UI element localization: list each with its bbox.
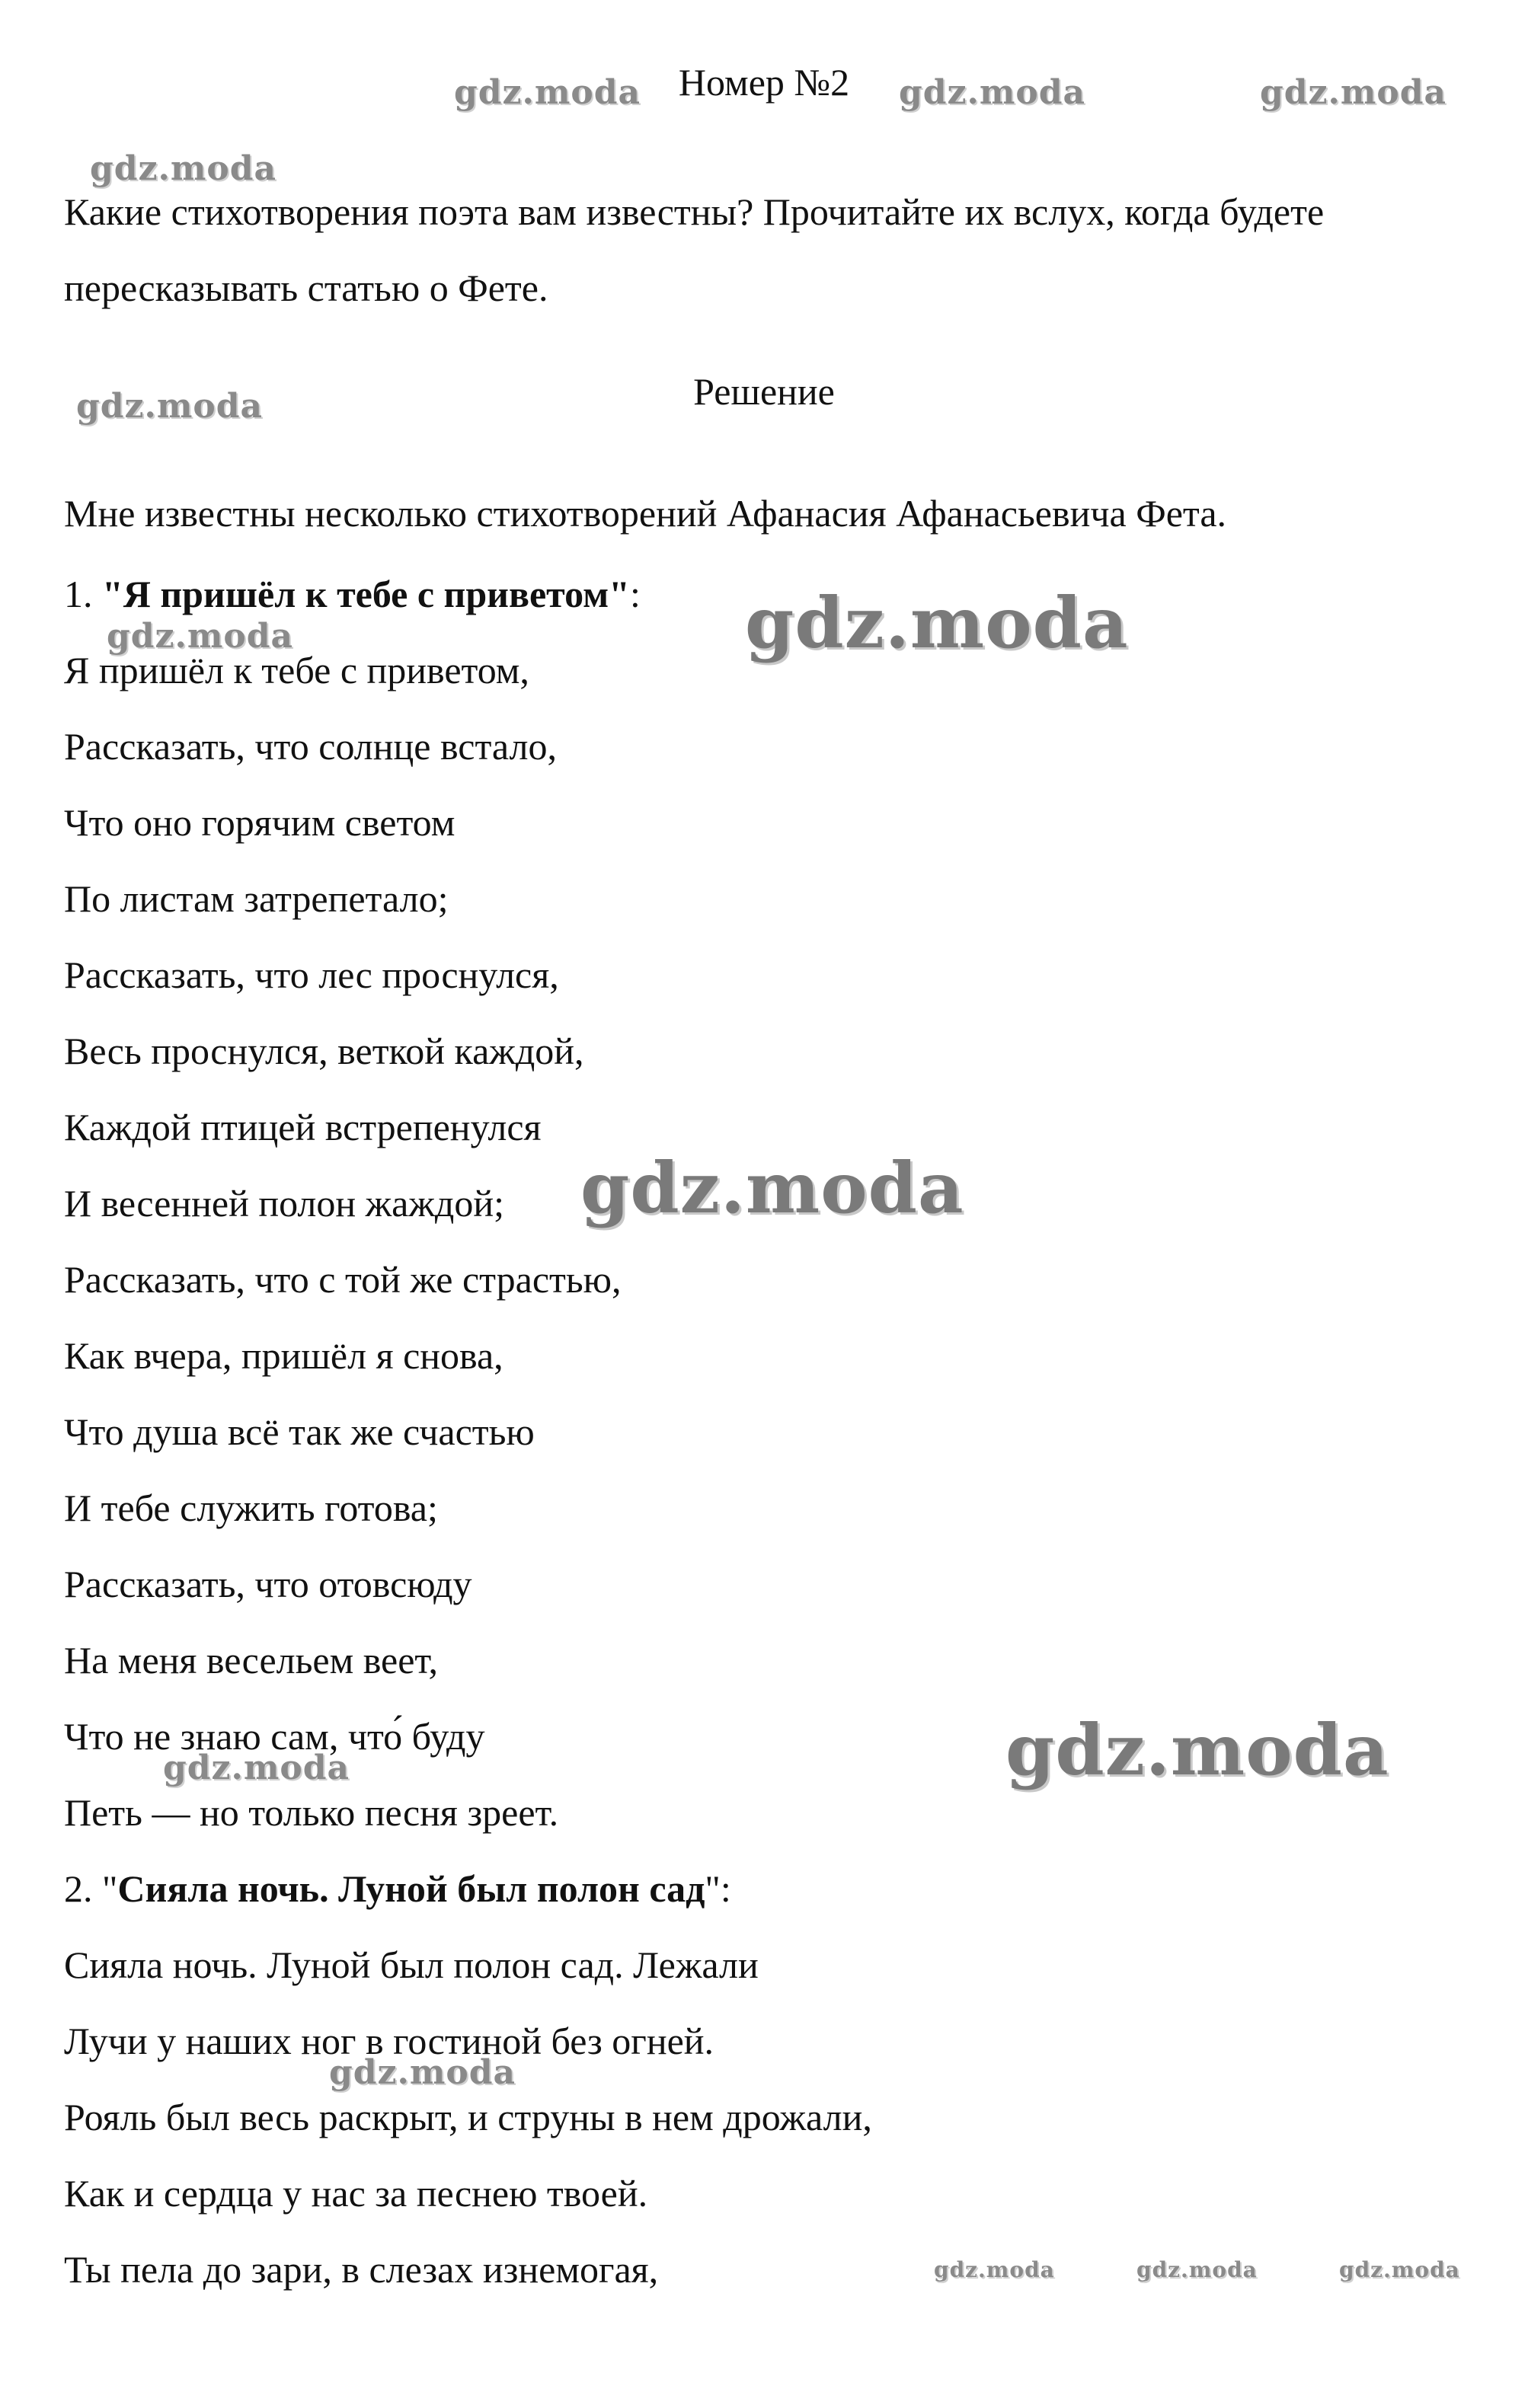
poem-line: Что не знаю сам, что́ буду — [64, 1715, 485, 1758]
poem-line: На меня весельем веет, — [64, 1639, 439, 1681]
poem-2-heading — [64, 1866, 1496, 1942]
watermark: gdz.moda — [163, 1749, 350, 1787]
poem-1-number: 1. — [64, 573, 102, 615]
poem-line: Рассказать, что отовсюду — [64, 1563, 472, 1605]
poem-line: Сияла ночь. Луной был полон сад. Лежали — [64, 1943, 759, 1986]
poem-line: Я пришёл к тебе с приветом, — [64, 649, 529, 691]
watermark: gdz.moda — [107, 617, 294, 656]
poem-line: Что оно горячим светом — [64, 801, 456, 844]
poem-line: Лучи у наших ног в гостиной без огней. — [64, 2020, 714, 2062]
poem-1-quote-open: " — [102, 573, 123, 615]
poem-2-title: Сияла ночь. Луной был полон сад — [117, 1867, 705, 1910]
poem-line: Рояль был весь раскрыт, и струны в нем дрожали, — [64, 2096, 872, 2138]
poem-line: Рассказать, что с той же страстью, — [64, 1258, 622, 1301]
poem-line: Что душа всё так же счастью — [64, 1410, 535, 1453]
poem-line: По листам затрепетало; — [64, 877, 449, 920]
poem-line: Ты пела до зари, в слезах изнемогая, — [64, 2248, 659, 2291]
poem-line: Как вчера, пришёл я снова, — [64, 1334, 503, 1377]
poems-block — [64, 571, 1496, 2323]
watermark: gdz.moda — [745, 582, 1129, 664]
watermark: gdz.moda — [1136, 2257, 1258, 2282]
watermark: gdz.moda — [454, 73, 641, 112]
poem-line: И тебе служить готова; — [64, 1487, 438, 1529]
watermark: gdz.moda — [1260, 73, 1447, 112]
watermark: gdz.moda — [1005, 1709, 1389, 1791]
poem-2-quote-open: " — [102, 1867, 118, 1910]
question-text: Какие стихотворения поэта вам известны? Прочитайте их вслух, когда будете пересказывать статью о Фете. — [64, 190, 1325, 309]
solution-heading: Решение — [693, 370, 835, 413]
watermark: gdz.moda — [580, 1147, 964, 1229]
poem-1-title: Я пришёл к тебе с приветом — [123, 573, 609, 615]
solution-intro: Мне известны несколько стихотворений Афанасия Афанасьевича Фета. — [64, 492, 1227, 535]
watermark: gdz.moda — [934, 2257, 1055, 2282]
poem-line: Как и сердца у нас за песнею твоей. — [64, 2172, 648, 2215]
poem-line: И весенней полон жаждой; — [64, 1182, 505, 1225]
watermark: gdz.moda — [899, 73, 1086, 112]
poem-2-number: 2. — [64, 1867, 102, 1910]
poem-line: Петь — но только песня зреет. — [64, 1791, 559, 1834]
poem-line: Каждой птицей встрепенулся — [64, 1106, 542, 1148]
page-title: Номер №2 — [678, 61, 850, 104]
poem-2-suffix: : — [720, 1867, 731, 1910]
poem-1-quote-close: " — [609, 573, 630, 615]
poem-2-quote-close: " — [705, 1867, 721, 1910]
poem-line: Рассказать, что лес проснулся, — [64, 953, 559, 996]
poem-line: Весь проснулся, веткой каждой, — [64, 1030, 584, 1072]
poem-line: Рассказать, что солнце встало, — [64, 725, 557, 768]
watermark: gdz.moda — [1339, 2257, 1460, 2282]
poem-1-suffix: : — [629, 573, 641, 615]
watermark: gdz.moda — [76, 387, 264, 426]
watermark: gdz.moda — [90, 149, 277, 188]
watermark: gdz.moda — [329, 2053, 516, 2092]
